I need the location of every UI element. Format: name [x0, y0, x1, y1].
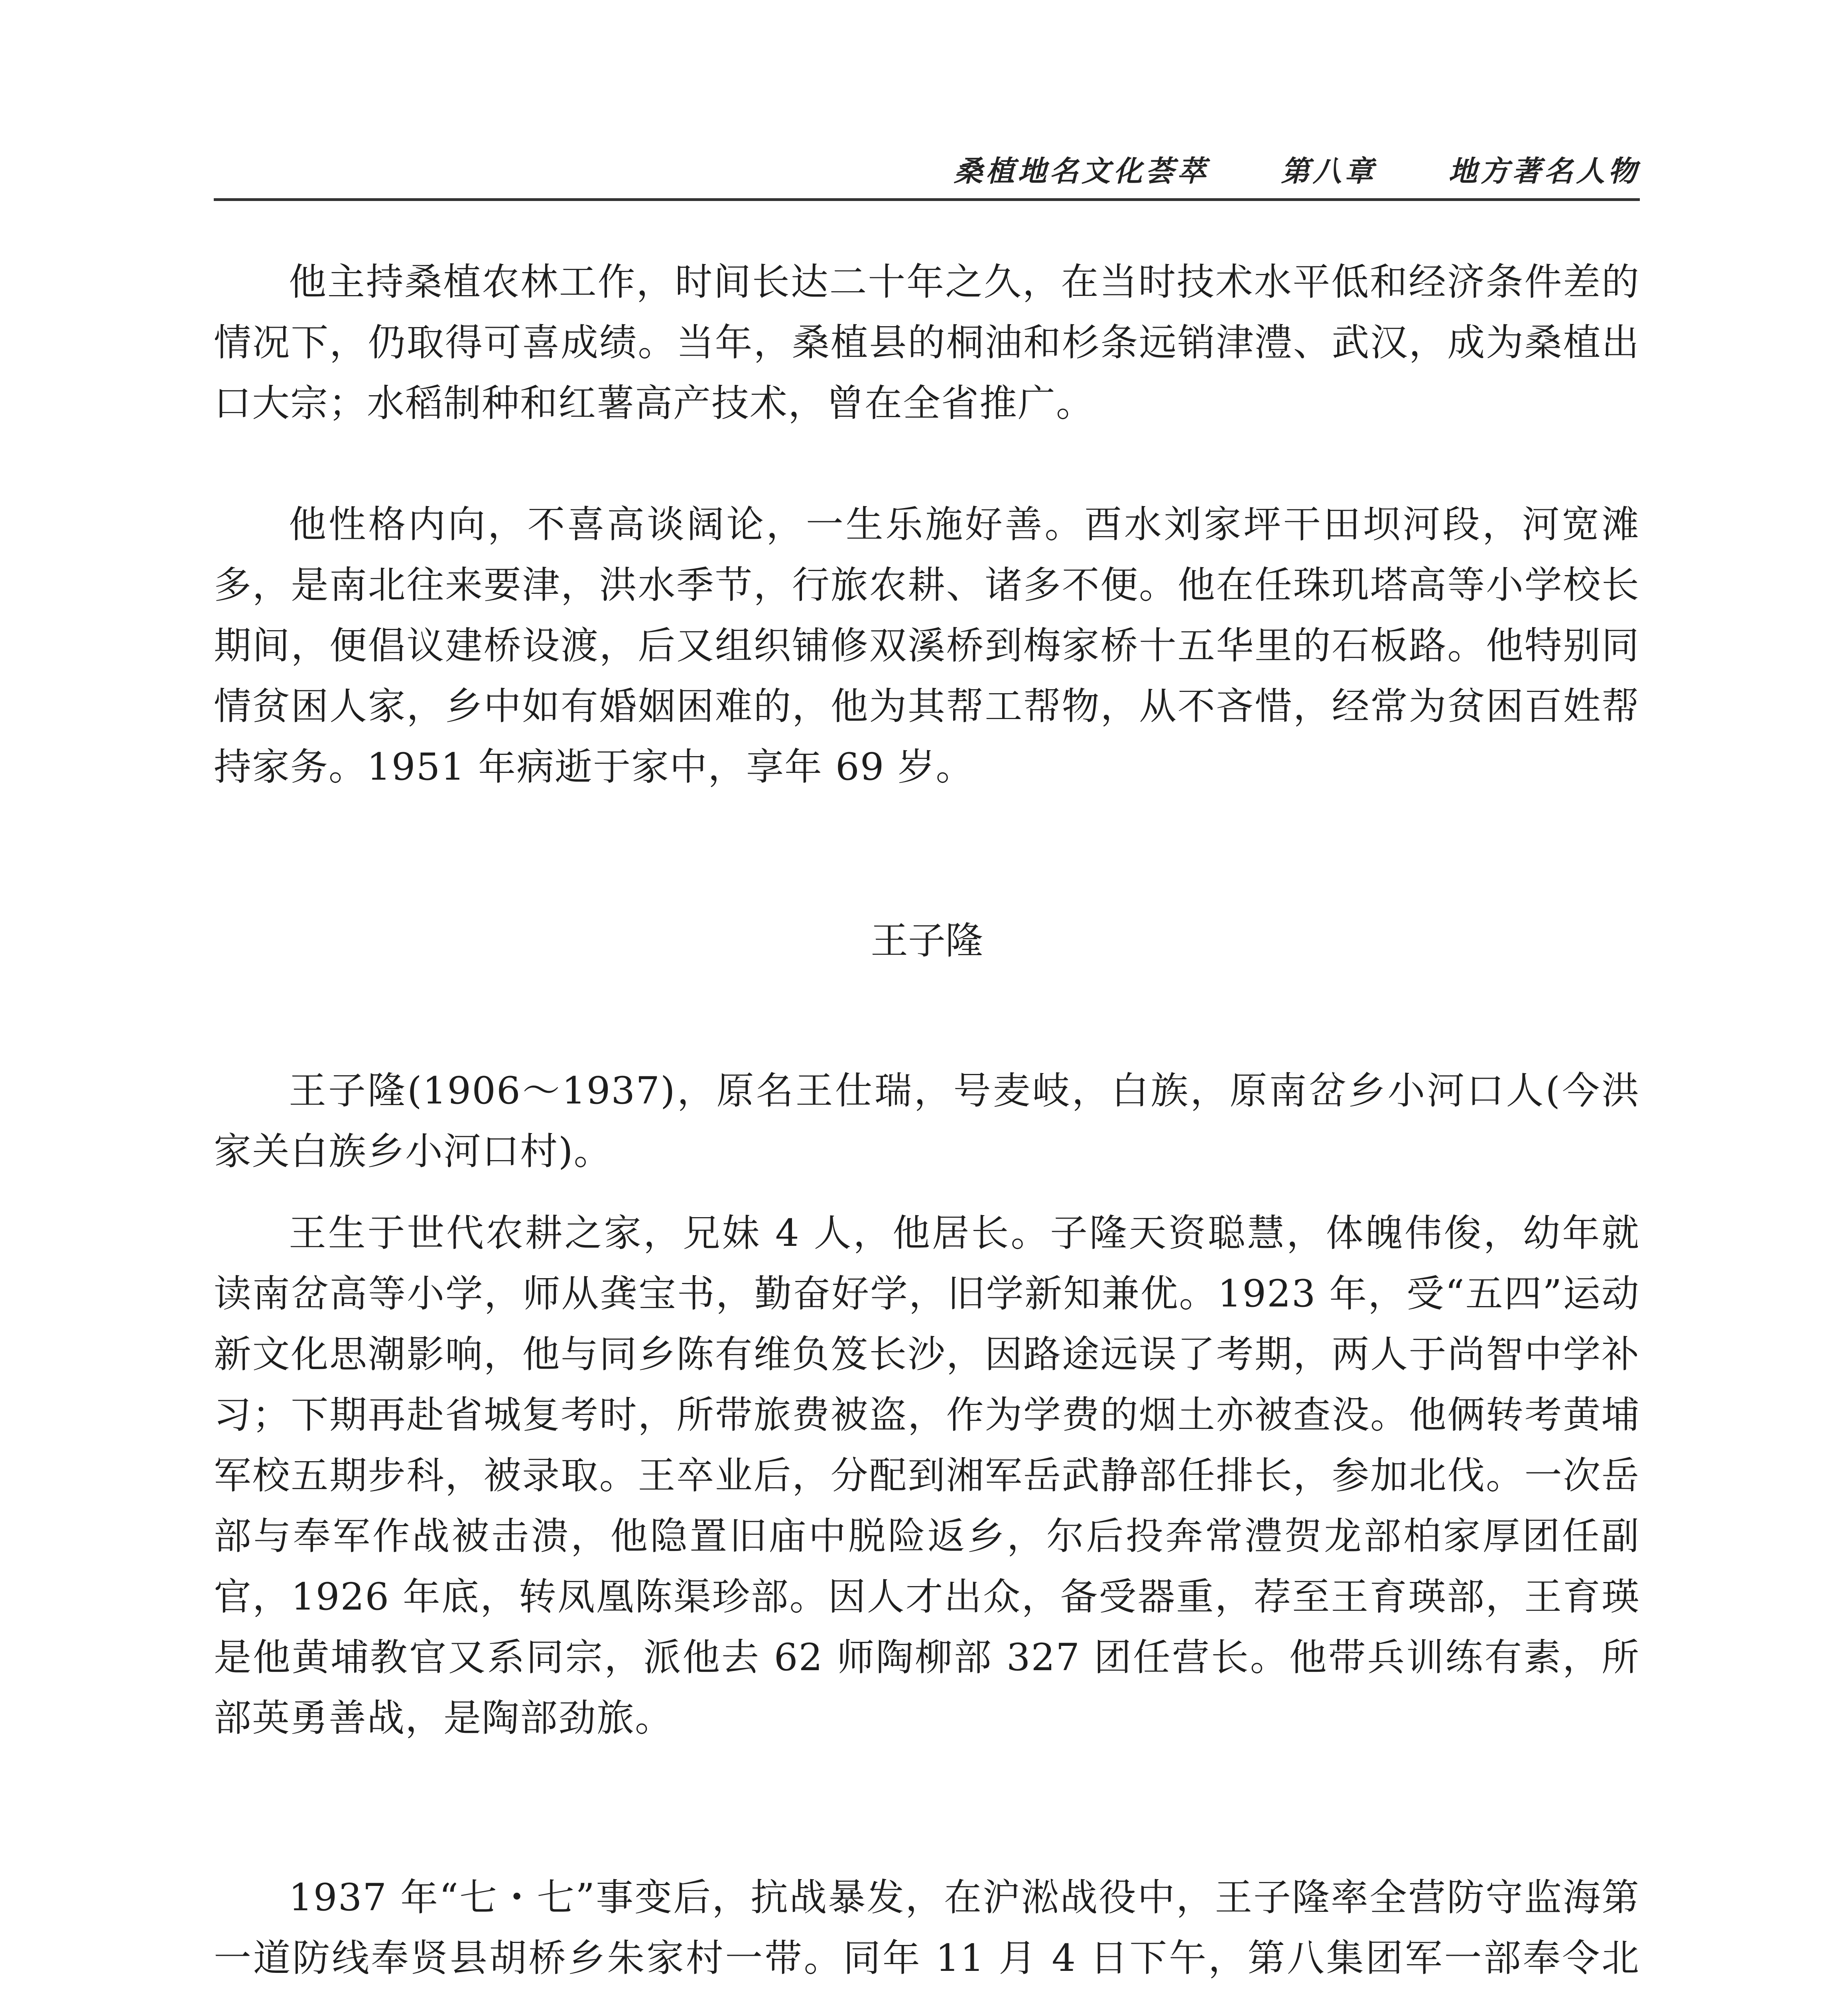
header-chapter: 第八章 — [1281, 154, 1377, 188]
header-rule — [214, 198, 1640, 201]
paragraph-3: 王子隆(1906～1937)，原名王仕瑞，号麦岐，白族，原南岔乡小河口人(今洪家关白族乡小河口村)。 — [214, 1069, 1640, 1173]
paragraph-1: 他主持桑植农林工作，时间长达二十年之久，在当时技术水平低和经济条件差的情况下，仍取得可喜成绩。当年，桑植县的桐油和杉条远销津澧、武汉，成为桑植出口大宗；水稻制种和红薯高产技术，曾在全省推广。 — [214, 260, 1640, 425]
paragraph-4: 王生于世代农耕之家，兄妹 4 人，他居长。子隆天资聪慧，体魄伟俊，幼年就读南岔高等小学，师从龚宝书，勤奋好学，旧学新知兼优。1923 年，受“五四”运动新文化思潮影响，他与同乡陈有维负笈长沙，因路途远误了考期，两人于尚智中学补习；下期再赴省城复考时，所带旅费被盗，作为学费的烟土亦被查没。他俩转考黄埔军校五期步科，被录取。王卒业后，分配到湘军岳武静部任排长，参加北伐。一次岳部与奉军作战被击溃，他隐置旧庙中脱险返乡，尔后投奔常澧贺龙部柏家厚团任副官，1926 年底，转凤凰陈渠珍部。因人才出众，备受器重，荐至王育瑛部，王育瑛是他黄埔教官又系同宗，派他去 62 师陶柳部 327 团任营长。他带兵训练有素，所部英勇善战，是陶部劲旅。 — [214, 1212, 1640, 1740]
header-book-title: 桑植地名文化荟萃 — [954, 154, 1209, 188]
section-title: 王子隆 — [870, 919, 983, 963]
paragraph-5: 1937 年“七・七”事变后，抗战暴发，在沪淞战役中，王子隆率全营防守监海第一道防线奉贤县胡桥乡朱家村一带。同年 11 月 4 日下午，第八集团军一部奉令北 — [214, 1876, 1640, 1980]
paragraph-2: 他性格内向，不喜高谈阔论，一生乐施好善。酉水刘家坪干田坝河段，河宽滩多，是南北往来要津，洪水季节，行旅农耕、诸多不便。他在任珠玑塔高等小学校长期间，便倡议建桥设渡，后又组织铺修双溪桥到梅家桥十五华里的石板路。他特别同情贫困人家，乡中如有婚姻困难的，他为其帮工帮物，从不吝惜，经常为贫困百姓帮持家务。1951 年病逝于家中，享年 69 岁。 — [214, 503, 1640, 789]
header-chapter-title: 地方著名人物 — [1448, 154, 1640, 188]
running-header — [837, 146, 1640, 189]
